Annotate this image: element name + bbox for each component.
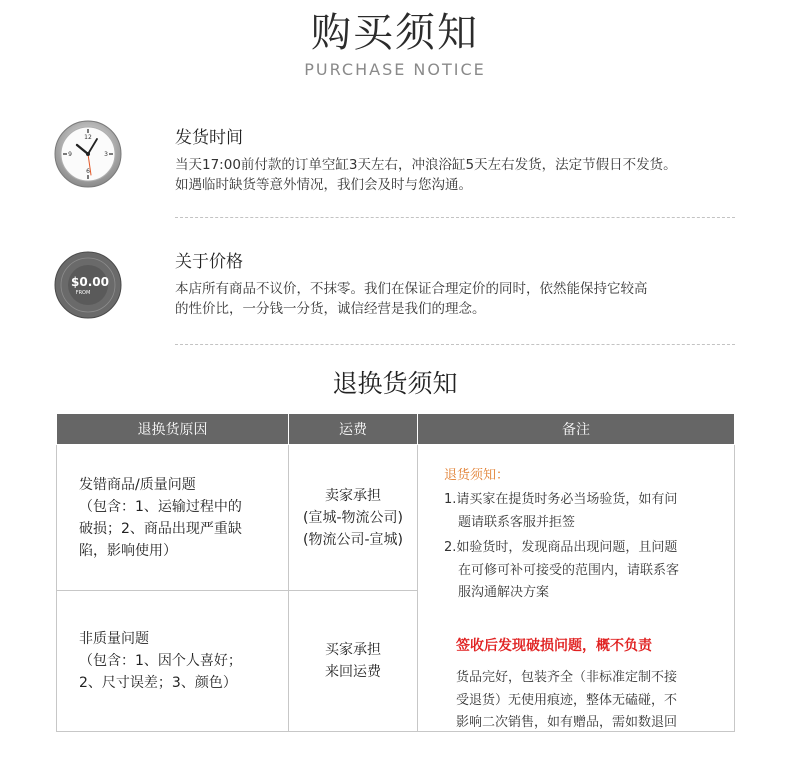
table-row bbox=[57, 445, 735, 591]
notes-goods-line: 货品完好，包装齐全（非标准定制不接 bbox=[456, 670, 678, 685]
header-reason: 退换货原因 bbox=[57, 414, 289, 445]
notes-item-line: 请买家在提货时务必当场验货，如有问 bbox=[456, 492, 678, 507]
page-subtitle: PURCHASE NOTICE bbox=[304, 60, 486, 79]
fee-line: (物流公司-宣城) bbox=[303, 531, 403, 548]
text-line: 的性价比，一分钱一分货，诚信经营是我们的理念。 bbox=[175, 301, 486, 317]
fee-line: 来回运费 bbox=[325, 664, 381, 680]
section-text-shipping bbox=[175, 155, 765, 195]
section-title-price: 关于价格 bbox=[175, 252, 243, 272]
divider bbox=[175, 217, 735, 218]
fee-line: 卖家承担 bbox=[325, 487, 381, 504]
fee-line: (宣城-物流公司) bbox=[303, 509, 403, 526]
notes-goods-line: 影响二次销售，如有赠品，需如数退回 bbox=[456, 715, 678, 730]
return-table bbox=[56, 413, 735, 732]
clock-icon bbox=[53, 119, 123, 189]
notes-item-number: 2. bbox=[444, 540, 457, 555]
text-line: 当天17:00前付款的订单空缸3天左右，冲浪浴缸5天左右发货，法定节假日不发货。 bbox=[175, 157, 677, 173]
reason-line: 非质量问题 bbox=[79, 631, 149, 647]
notes-goods bbox=[456, 667, 722, 735]
notes-item bbox=[444, 537, 724, 605]
reason-line: 发错商品/质量问题 bbox=[79, 476, 196, 493]
reason-line: 2、尺寸误差；3、颜色） bbox=[79, 675, 237, 691]
reason-line: （包含：1、因个人喜好； bbox=[79, 653, 242, 669]
divider bbox=[175, 344, 735, 345]
notes-item-line: 服沟通解决方案 bbox=[458, 585, 550, 600]
notes-item-line: 在可修可补可接受的范围内，请联系客 bbox=[458, 562, 680, 578]
header-notes: 备注 bbox=[418, 414, 735, 445]
return-title: 退换货须知 bbox=[332, 369, 458, 398]
text-line: 如遇临时缺货等意外情况，我们会及时与您沟通。 bbox=[175, 177, 472, 193]
notes-cell bbox=[418, 445, 735, 732]
svg-text:9: 9 bbox=[68, 151, 72, 158]
svg-text:3: 3 bbox=[104, 151, 108, 158]
notes-item-line: 题请联系客服并拒签 bbox=[458, 514, 576, 530]
page-title: 购买须知 bbox=[311, 10, 479, 56]
notes-item-line: 如验货时，发现商品出现问题，且问题 bbox=[456, 540, 678, 555]
table-header-row bbox=[57, 414, 735, 445]
section-title-shipping: 发货时间 bbox=[175, 128, 243, 148]
reason-line: （包含：1、运输过程中的 bbox=[79, 498, 242, 515]
fee-cell bbox=[289, 591, 418, 732]
reason-line: 破损；2、商品出现严重缺 bbox=[79, 520, 242, 537]
fee-cell bbox=[289, 445, 418, 591]
notes-item bbox=[444, 489, 724, 534]
svg-text:12: 12 bbox=[84, 134, 92, 141]
notes-heading: 退货须知： bbox=[444, 468, 510, 483]
price-tag-icon bbox=[53, 250, 123, 320]
price-from: FROM bbox=[75, 290, 91, 296]
notes-goods-line: 受退货）无使用痕迹，整体无磕碰，不 bbox=[456, 692, 678, 708]
reason-cell bbox=[57, 445, 289, 591]
reason-line: 陷，影响使用） bbox=[79, 542, 177, 559]
price-amount: $0.00 bbox=[71, 275, 109, 289]
header-fee: 运费 bbox=[289, 414, 418, 445]
svg-text:6: 6 bbox=[86, 168, 90, 175]
notes-item-number: 1. bbox=[444, 492, 457, 507]
text-line: 本店所有商品不议价，不抹零。我们在保证合理定价的同时，依然能保持它较高 bbox=[175, 281, 648, 297]
section-text-price bbox=[175, 279, 765, 319]
notes-warning: 签收后发现破损问题，概不负责 bbox=[456, 638, 652, 654]
fee-line: 买家承担 bbox=[325, 642, 381, 658]
reason-cell bbox=[57, 591, 289, 732]
